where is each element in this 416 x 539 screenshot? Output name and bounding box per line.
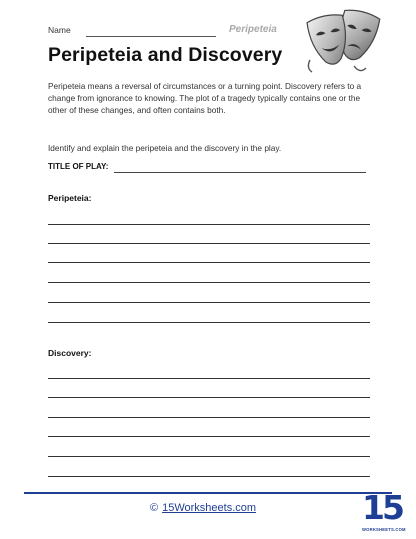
instruction-text: Identify and explain the peripeteia and the discovery in the play. xyxy=(48,143,282,153)
answer-line[interactable] xyxy=(48,476,370,477)
logo-text: WORKSHEETS.COM xyxy=(362,527,406,532)
site-url[interactable]: 15Worksheets.com xyxy=(162,502,257,514)
answer-line[interactable] xyxy=(48,417,370,418)
title-of-play-line[interactable] xyxy=(114,172,366,173)
name-field-line[interactable] xyxy=(86,36,216,37)
intro-paragraph: Peripeteia means a reversal of circumstances or a turning point. Discovery refers to a change from ignorance to knowing. The plot of a tragedy typically contains one or the other of these changes, and often contains both. xyxy=(48,81,362,116)
answer-line[interactable] xyxy=(48,436,370,437)
discovery-label: Discovery: xyxy=(48,348,92,358)
name-row xyxy=(48,24,308,40)
answer-line[interactable] xyxy=(48,224,370,225)
answer-line[interactable] xyxy=(48,378,370,379)
answer-line[interactable] xyxy=(48,456,370,457)
page-title: Peripeteia and Discovery xyxy=(48,44,283,66)
answer-line[interactable] xyxy=(48,243,370,244)
logo-number: 15 xyxy=(362,488,402,527)
title-of-play-row xyxy=(48,162,368,176)
site-logo xyxy=(362,488,406,538)
name-label: Name xyxy=(48,25,71,35)
copyright-symbol: © xyxy=(150,502,159,514)
answer-line[interactable] xyxy=(48,262,370,263)
footer-divider xyxy=(24,492,392,494)
title-of-play-label: TITLE OF PLAY: xyxy=(48,162,109,171)
peripeteia-label: Peripeteia: xyxy=(48,193,92,203)
answer-line[interactable] xyxy=(48,282,370,283)
answer-line[interactable] xyxy=(48,397,370,398)
footer-link[interactable] xyxy=(150,502,256,514)
theater-masks-icon xyxy=(304,4,384,84)
answer-line[interactable] xyxy=(48,322,370,323)
header-topic: Peripeteia xyxy=(229,24,277,35)
answer-line[interactable] xyxy=(48,302,370,303)
